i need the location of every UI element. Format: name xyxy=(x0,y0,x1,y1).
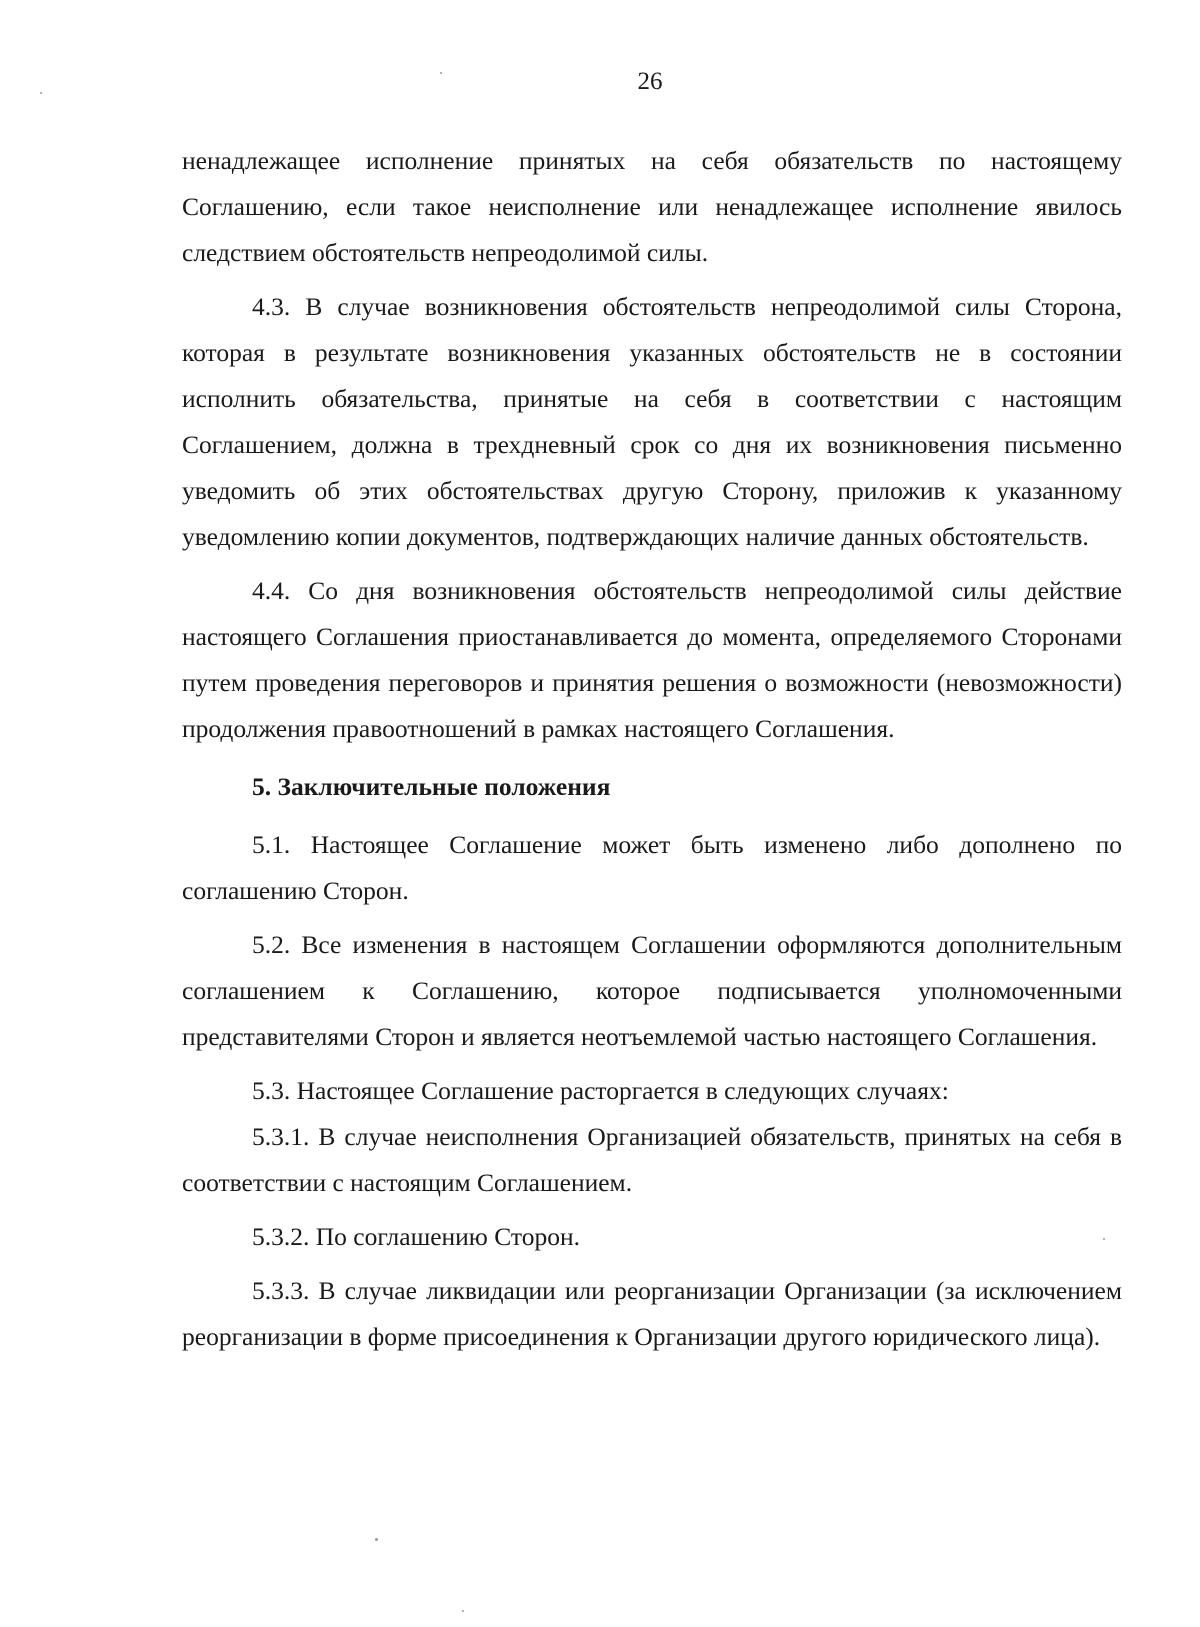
section-heading-5: 5. Заключительные положения xyxy=(252,772,611,801)
paragraph-5-3-2: 5.3.2. По соглашению Сторон. xyxy=(252,1222,580,1251)
scan-speck xyxy=(375,1538,378,1541)
paragraph-continuation: ненадлежащее исполнение принятых на себя обязательств по настоящему Соглашению, если такое неисполнение или ненадлежащее исполнение явилось следствием обстоятельств непреодолимой силы. xyxy=(182,146,1122,267)
paragraph-5-3-3: 5.3.3. В случае ликвидации или реорганизации Организации (за исключением реорганизации в форме присоединения к Организации другого юридического лица). xyxy=(182,1276,1122,1351)
paragraph-5-2: 5.2. Все изменения в настоящем Соглашении оформляются дополнительным соглашением к Соглашению, которое подписывается уполномоченными представителями Сторон и является неотъемлемой частью настоящего Соглашения. xyxy=(182,930,1122,1051)
document-body xyxy=(182,138,1122,1360)
paragraph-5-1: 5.1. Настоящее Соглашение может быть изменено либо дополнено по соглашению Сторон. xyxy=(182,830,1122,905)
scan-speck xyxy=(1103,1238,1105,1240)
scan-speck xyxy=(462,1610,464,1612)
paragraph-5-3: 5.3. Настоящее Соглашение расторгается в следующих случаях: xyxy=(252,1076,949,1105)
page-number: 26 xyxy=(637,68,663,95)
paragraph-4-3: 4.3. В случае возникновения обстоятельств непреодолимой силы Сторона, которая в результате возникновения указанных обстоятельств не в состоянии исполнить обязательства, принятые на себя в соответствии с настоящим Соглашением, должна в трехдневный срок со дня их возникновения письменно уведомить об этих обстоятельствах другую Сторону, приложив к указанному уведомлению копии документов, подтверждающих наличие данных обстоятельств. xyxy=(182,292,1122,551)
paragraph-4-4: 4.4. Со дня возникновения обстоятельств непреодолимой силы действие настоящего Соглашения приостанавливается до момента, определяемого Сторонами путем проведения переговоров и принятия решения о возможности (невозможности) продолжения правоотношений в рамках настоящего Соглашения. xyxy=(182,576,1122,743)
scan-speck xyxy=(440,72,442,74)
paragraph-5-3-1: 5.3.1. В случае неисполнения Организацией обязательств, принятых на себя в соответствии с настоящим Соглашением. xyxy=(182,1122,1122,1197)
scan-speck xyxy=(40,92,42,94)
